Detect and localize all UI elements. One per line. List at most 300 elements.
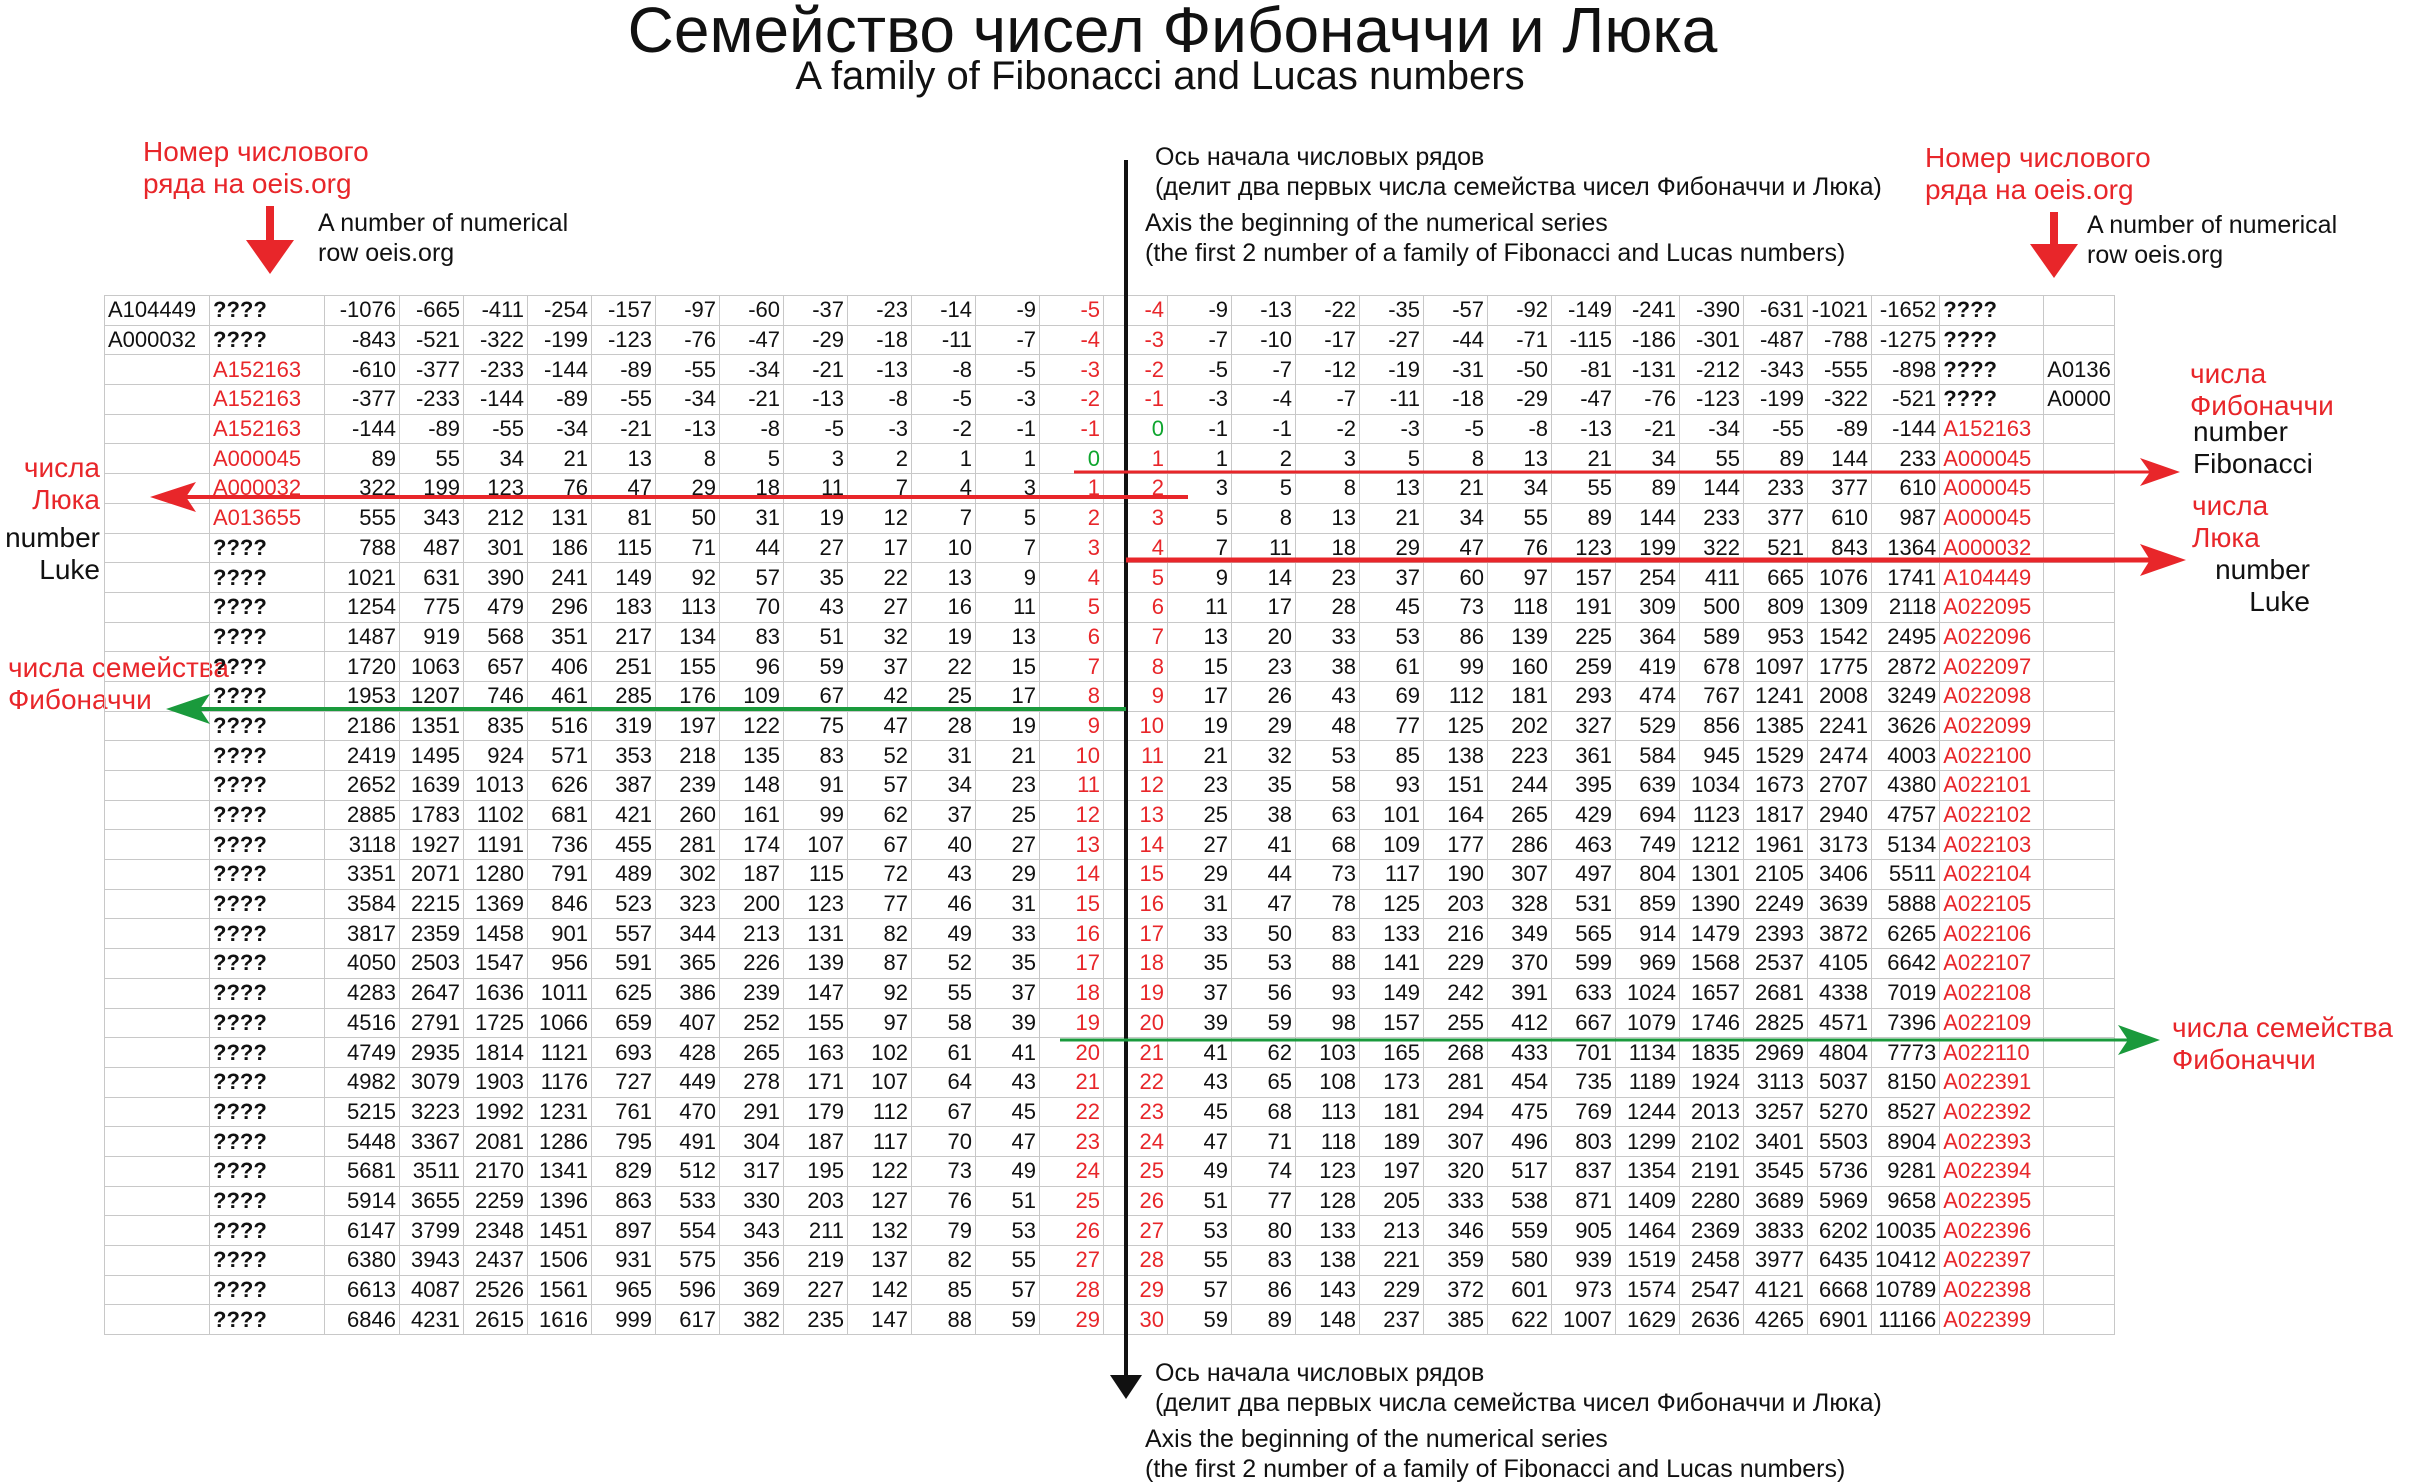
value-cell: 351 xyxy=(528,622,592,652)
value-cell: 11166 xyxy=(1872,1305,1940,1335)
value-cell: 9 xyxy=(1104,681,1168,711)
value-cell: -411 xyxy=(464,296,528,326)
value-cell: 1 xyxy=(1168,444,1232,474)
row-oeis-id: ???? xyxy=(210,325,325,355)
value-cell: 237 xyxy=(1360,1305,1424,1335)
row-right-oeis-id: A022105 xyxy=(1940,889,2044,919)
value-cell: 999 xyxy=(592,1305,656,1335)
value-cell: -34 xyxy=(1680,414,1744,444)
value-cell: 322 xyxy=(325,474,400,504)
row-oeis-id: ???? xyxy=(210,1127,325,1157)
value-cell: 1369 xyxy=(464,889,528,919)
value-cell: 60 xyxy=(1424,563,1488,593)
value-cell: 5270 xyxy=(1808,1097,1872,1127)
value-cell: 659 xyxy=(592,1008,656,1038)
value-cell: -5 xyxy=(1424,414,1488,444)
value-cell: 118 xyxy=(1296,1127,1360,1157)
value-cell: -788 xyxy=(1808,325,1872,355)
value-cell: 160 xyxy=(1488,652,1552,682)
value-cell: -55 xyxy=(592,385,656,415)
value-cell: 47 xyxy=(1168,1127,1232,1157)
value-cell: 11 xyxy=(976,592,1040,622)
value-cell: 62 xyxy=(1232,1038,1296,1068)
value-cell: 29 xyxy=(1360,533,1424,563)
value-cell: -8 xyxy=(720,414,784,444)
row-extra-id xyxy=(2044,1127,2115,1157)
row-left-id xyxy=(105,741,210,771)
value-cell: 639 xyxy=(1616,771,1680,801)
value-cell: -97 xyxy=(656,296,720,326)
row-right-oeis-id: A022103 xyxy=(1940,830,2044,860)
value-cell: 26 xyxy=(1040,1216,1104,1246)
row-left-id xyxy=(105,622,210,652)
value-cell: 6202 xyxy=(1808,1216,1872,1246)
lucas-right-arrowhead-icon xyxy=(2140,544,2186,576)
value-cell: 202 xyxy=(1488,711,1552,741)
value-cell: 2 xyxy=(848,444,912,474)
value-cell: -5 xyxy=(784,414,848,444)
row-left-id xyxy=(105,355,210,385)
value-cell: 15 xyxy=(1168,652,1232,682)
value-cell: 15 xyxy=(976,652,1040,682)
value-cell: 5 xyxy=(1040,592,1104,622)
table-row xyxy=(105,771,2115,801)
value-cell: 1924 xyxy=(1680,1067,1744,1097)
value-cell: -47 xyxy=(720,325,784,355)
value-cell: 9 xyxy=(976,563,1040,593)
row-left-id xyxy=(105,563,210,593)
value-cell: 134 xyxy=(656,622,720,652)
value-cell: 307 xyxy=(1424,1127,1488,1157)
value-cell: 2348 xyxy=(464,1216,528,1246)
value-cell: 1364 xyxy=(1872,533,1940,563)
value-cell: 29 xyxy=(656,474,720,504)
row-right-oeis-id: A000032 xyxy=(1940,533,2044,563)
value-cell: 211 xyxy=(784,1216,848,1246)
value-cell: 1775 xyxy=(1808,652,1872,682)
value-cell: 3223 xyxy=(400,1097,464,1127)
value-cell: 52 xyxy=(912,949,976,979)
value-cell: 835 xyxy=(464,711,528,741)
value-cell: 2 xyxy=(1104,474,1168,504)
value-cell: 727 xyxy=(592,1067,656,1097)
value-cell: 412 xyxy=(1488,1008,1552,1038)
row-left-id xyxy=(105,503,210,533)
table-row xyxy=(105,592,2115,622)
value-cell: -7 xyxy=(1168,325,1232,355)
row-oeis-id: ???? xyxy=(210,1216,325,1246)
table-row xyxy=(105,296,2115,326)
value-cell: 12 xyxy=(1104,771,1168,801)
table-row xyxy=(105,652,2115,682)
value-cell: -7 xyxy=(1296,385,1360,415)
value-cell: -76 xyxy=(656,325,720,355)
row-left-id xyxy=(105,414,210,444)
value-cell: 4516 xyxy=(325,1008,400,1038)
value-cell: 138 xyxy=(1424,741,1488,771)
value-cell: 235 xyxy=(784,1305,848,1335)
table-row xyxy=(105,681,2115,711)
value-cell: 35 xyxy=(784,563,848,593)
value-cell: -34 xyxy=(656,385,720,415)
value-cell: -149 xyxy=(1552,296,1616,326)
value-cell: -233 xyxy=(464,355,528,385)
value-cell: 625 xyxy=(592,978,656,1008)
value-cell: 89 xyxy=(1552,503,1616,533)
table-row xyxy=(105,1305,2115,1335)
axis-label-bottom: Ось начала числовых рядов (делит два первых числа семейства чисел Фибоначчи и Люка) Axis the beginning of the numerical series (the first 2 number of a family of Fibonacci and Lucas numbers) xyxy=(1145,1359,1882,1483)
table-row xyxy=(105,830,2115,860)
value-cell: 769 xyxy=(1552,1097,1616,1127)
value-cell: -322 xyxy=(1808,385,1872,415)
value-cell: 973 xyxy=(1552,1275,1616,1305)
value-cell: 233 xyxy=(1744,474,1808,504)
value-cell: 52 xyxy=(848,741,912,771)
value-cell: 2102 xyxy=(1680,1127,1744,1157)
value-cell: 320 xyxy=(1424,1156,1488,1186)
value-cell: 23 xyxy=(976,771,1040,801)
value-cell: 463 xyxy=(1552,830,1616,860)
value-cell: 49 xyxy=(912,919,976,949)
value-cell: 254 xyxy=(1616,563,1680,593)
value-cell: 21 xyxy=(976,741,1040,771)
row-left-id xyxy=(105,1097,210,1127)
value-cell: 55 xyxy=(1552,474,1616,504)
value-cell: 1547 xyxy=(464,949,528,979)
value-cell: 8 xyxy=(1296,474,1360,504)
value-cell: 2537 xyxy=(1744,949,1808,979)
page-subtitle: A family of Fibonacci and Lucas numbers xyxy=(795,54,1525,98)
value-cell: 8 xyxy=(1104,652,1168,682)
row-right-oeis-id: A022106 xyxy=(1940,919,2044,949)
row-right-oeis-id: A000045 xyxy=(1940,474,2044,504)
value-cell: 57 xyxy=(976,1275,1040,1305)
row-extra-id xyxy=(2044,503,2115,533)
row-right-oeis-id: A022099 xyxy=(1940,711,2044,741)
value-cell: -13 xyxy=(1552,414,1616,444)
value-cell: 58 xyxy=(912,1008,976,1038)
value-cell: 42 xyxy=(848,681,912,711)
value-cell: 197 xyxy=(1360,1156,1424,1186)
row-oeis-id: ???? xyxy=(210,919,325,949)
value-cell: 89 xyxy=(1232,1305,1296,1335)
value-cell: 1301 xyxy=(1680,860,1744,890)
value-cell: 1231 xyxy=(528,1097,592,1127)
value-cell: 565 xyxy=(1552,919,1616,949)
value-cell: 343 xyxy=(400,503,464,533)
value-cell: 286 xyxy=(1488,830,1552,860)
value-cell: 71 xyxy=(1232,1127,1296,1157)
value-cell: 1254 xyxy=(325,592,400,622)
value-cell: 239 xyxy=(720,978,784,1008)
value-cell: 470 xyxy=(656,1097,720,1127)
value-cell: 2 xyxy=(1040,503,1104,533)
value-cell: 27 xyxy=(848,592,912,622)
right-lucas-label-en: number Luke xyxy=(2215,554,2310,617)
value-cell: 1616 xyxy=(528,1305,592,1335)
value-cell: 489 xyxy=(592,860,656,890)
value-cell: 19 xyxy=(1104,978,1168,1008)
value-cell: 53 xyxy=(976,1216,1040,1246)
value-cell: -21 xyxy=(784,355,848,385)
value-cell: 837 xyxy=(1552,1156,1616,1186)
value-cell: 7 xyxy=(1104,622,1168,652)
value-cell: -17 xyxy=(1296,325,1360,355)
value-cell: -115 xyxy=(1552,325,1616,355)
value-cell: 135 xyxy=(720,741,784,771)
value-cell: -665 xyxy=(400,296,464,326)
row-extra-id xyxy=(2044,1008,2115,1038)
value-cell: 74 xyxy=(1232,1156,1296,1186)
value-cell: 307 xyxy=(1488,860,1552,890)
oeis-right-down-arrow-icon xyxy=(2030,212,2078,278)
value-cell: 429 xyxy=(1552,800,1616,830)
value-cell: 533 xyxy=(656,1186,720,1216)
row-oeis-id: ???? xyxy=(210,1008,325,1038)
value-cell: 28 xyxy=(1040,1275,1104,1305)
value-cell: 3655 xyxy=(400,1186,464,1216)
value-cell: 62 xyxy=(848,800,912,830)
value-cell: 1927 xyxy=(400,830,464,860)
row-left-id xyxy=(105,1067,210,1097)
value-cell: 10 xyxy=(1104,711,1168,741)
value-cell: 1639 xyxy=(400,771,464,801)
value-cell: 491 xyxy=(656,1127,720,1157)
value-cell: 10789 xyxy=(1872,1275,1940,1305)
value-cell: -21 xyxy=(592,414,656,444)
value-cell: 53 xyxy=(1360,622,1424,652)
value-cell: 1097 xyxy=(1744,652,1808,682)
value-cell: 26 xyxy=(1104,1186,1168,1216)
value-cell: 1299 xyxy=(1616,1127,1680,1157)
value-cell: 20 xyxy=(1104,1008,1168,1038)
row-extra-id xyxy=(2044,771,2115,801)
value-cell: 76 xyxy=(1488,533,1552,563)
value-cell: 13 xyxy=(976,622,1040,652)
value-cell: 93 xyxy=(1360,771,1424,801)
value-cell: 14 xyxy=(1040,860,1104,890)
value-cell: 92 xyxy=(848,978,912,1008)
value-cell: 53 xyxy=(1232,949,1296,979)
value-cell: 2940 xyxy=(1808,800,1872,830)
value-cell: 1519 xyxy=(1616,1246,1680,1276)
value-cell: 1241 xyxy=(1744,681,1808,711)
value-cell: 2191 xyxy=(1680,1156,1744,1186)
row-oeis-id: ???? xyxy=(210,1067,325,1097)
value-cell: 225 xyxy=(1552,622,1616,652)
value-cell: 89 xyxy=(325,444,400,474)
value-cell: -18 xyxy=(848,325,912,355)
value-cell: 89 xyxy=(1744,444,1808,474)
right-fib-family-label: числа семейства Фибоначчи xyxy=(2172,1012,2393,1075)
row-oeis-id: ???? xyxy=(210,978,325,1008)
value-cell: 667 xyxy=(1552,1008,1616,1038)
row-left-id xyxy=(105,711,210,741)
value-cell: -12 xyxy=(1296,355,1360,385)
value-cell: 123 xyxy=(464,474,528,504)
value-cell: 195 xyxy=(784,1156,848,1186)
value-cell: 0 xyxy=(1040,444,1104,474)
table-row xyxy=(105,1127,2115,1157)
value-cell: 589 xyxy=(1680,622,1744,652)
value-cell: 809 xyxy=(1744,592,1808,622)
value-cell: 775 xyxy=(400,592,464,622)
row-oeis-id: ???? xyxy=(210,592,325,622)
value-cell: 596 xyxy=(656,1275,720,1305)
value-cell: 223 xyxy=(1488,741,1552,771)
value-cell: 281 xyxy=(1424,1067,1488,1097)
value-cell: 49 xyxy=(976,1156,1040,1186)
value-cell: 53 xyxy=(1296,741,1360,771)
value-cell: 580 xyxy=(1488,1246,1552,1276)
value-cell: 18 xyxy=(1104,949,1168,979)
value-cell: 37 xyxy=(976,978,1040,1008)
value-cell: 2791 xyxy=(400,1008,464,1038)
value-cell: -5 xyxy=(976,355,1040,385)
value-cell: 7 xyxy=(1168,533,1232,563)
value-cell: 87 xyxy=(848,949,912,979)
value-cell: 109 xyxy=(720,681,784,711)
value-cell: 517 xyxy=(1488,1156,1552,1186)
value-cell: 92 xyxy=(656,563,720,593)
value-cell: 17 xyxy=(848,533,912,563)
value-cell: -5 xyxy=(912,385,976,415)
value-cell: 16 xyxy=(1104,889,1168,919)
value-cell: -57 xyxy=(1424,296,1488,326)
oeis-label-left-en: A number of numerical row oeis.org xyxy=(318,209,569,267)
value-cell: -35 xyxy=(1360,296,1424,326)
row-right-oeis-id: A022109 xyxy=(1940,1008,2044,1038)
value-cell: 117 xyxy=(848,1127,912,1157)
value-cell: -21 xyxy=(720,385,784,415)
value-cell: 181 xyxy=(1360,1097,1424,1127)
value-cell: 27 xyxy=(976,830,1040,860)
value-cell: 98 xyxy=(1296,1008,1360,1038)
value-cell: 73 xyxy=(912,1156,976,1186)
value-cell: 8527 xyxy=(1872,1097,1940,1127)
value-cell: 61 xyxy=(1360,652,1424,682)
value-cell: 19 xyxy=(976,711,1040,741)
value-cell: 5503 xyxy=(1808,1127,1872,1157)
table-row xyxy=(105,533,2115,563)
row-left-id xyxy=(105,681,210,711)
value-cell: 155 xyxy=(656,652,720,682)
value-cell: 83 xyxy=(784,741,848,771)
value-cell: 43 xyxy=(976,1067,1040,1097)
value-cell: 161 xyxy=(720,800,784,830)
value-cell: 924 xyxy=(464,741,528,771)
value-cell: 496 xyxy=(1488,1127,1552,1157)
row-oeis-id: A152163 xyxy=(210,414,325,444)
value-cell: 37 xyxy=(1360,563,1424,593)
value-cell: -144 xyxy=(464,385,528,415)
value-cell: 317 xyxy=(720,1156,784,1186)
value-cell: 1992 xyxy=(464,1097,528,1127)
row-right-oeis-id: A022100 xyxy=(1940,741,2044,771)
value-cell: 1561 xyxy=(528,1275,592,1305)
value-cell: 294 xyxy=(1424,1097,1488,1127)
value-cell: 32 xyxy=(848,622,912,652)
value-cell: 788 xyxy=(325,533,400,563)
value-cell: 85 xyxy=(912,1275,976,1305)
value-cell: 7773 xyxy=(1872,1038,1940,1068)
value-cell: 3 xyxy=(1104,503,1168,533)
row-extra-id xyxy=(2044,474,2115,504)
value-cell: 35 xyxy=(1232,771,1296,801)
value-cell: 1458 xyxy=(464,919,528,949)
table-row xyxy=(105,1156,2115,1186)
value-cell: 118 xyxy=(1488,592,1552,622)
value-cell: 99 xyxy=(784,800,848,830)
value-cell: -23 xyxy=(848,296,912,326)
value-cell: 665 xyxy=(1744,563,1808,593)
row-extra-id xyxy=(2044,533,2115,563)
value-cell: 3799 xyxy=(400,1216,464,1246)
row-right-oeis-id: A000045 xyxy=(1940,503,2044,533)
value-cell: 591 xyxy=(592,949,656,979)
value-cell: 1013 xyxy=(464,771,528,801)
row-extra-id xyxy=(2044,1275,2115,1305)
value-cell: 15 xyxy=(1040,889,1104,919)
value-cell: 871 xyxy=(1552,1186,1616,1216)
row-extra-id xyxy=(2044,296,2115,326)
value-cell: 361 xyxy=(1552,741,1616,771)
value-cell: 39 xyxy=(976,1008,1040,1038)
row-extra-id xyxy=(2044,652,2115,682)
value-cell: 13 xyxy=(1104,800,1168,830)
row-extra-id xyxy=(2044,444,2115,474)
value-cell: 987 xyxy=(1872,503,1940,533)
value-cell: 34 xyxy=(1616,444,1680,474)
table-row xyxy=(105,622,2115,652)
value-cell: 599 xyxy=(1552,949,1616,979)
value-cell: 3833 xyxy=(1744,1216,1808,1246)
value-cell: 17 xyxy=(1104,919,1168,949)
value-cell: 29 xyxy=(1232,711,1296,741)
value-cell: -27 xyxy=(1360,325,1424,355)
value-cell: 5681 xyxy=(325,1156,400,1186)
table-row xyxy=(105,949,2115,979)
value-cell: 189 xyxy=(1360,1127,1424,1157)
value-cell: 103 xyxy=(1296,1038,1360,1068)
value-cell: 512 xyxy=(656,1156,720,1186)
value-cell: 11 xyxy=(1104,741,1168,771)
value-cell: 25 xyxy=(1104,1156,1168,1186)
value-cell: 1574 xyxy=(1616,1275,1680,1305)
value-cell: -29 xyxy=(784,325,848,355)
value-cell: 293 xyxy=(1552,681,1616,711)
value-cell: 296 xyxy=(528,592,592,622)
value-cell: 5511 xyxy=(1872,860,1940,890)
value-cell: 144 xyxy=(1680,474,1744,504)
value-cell: 55 xyxy=(400,444,464,474)
value-cell: 45 xyxy=(1360,592,1424,622)
value-cell: 1409 xyxy=(1616,1186,1680,1216)
value-cell: 1121 xyxy=(528,1038,592,1068)
value-cell: 21 xyxy=(1424,474,1488,504)
value-cell: 1390 xyxy=(1680,889,1744,919)
value-cell: 1506 xyxy=(528,1246,592,1276)
value-cell: 2369 xyxy=(1680,1216,1744,1246)
value-cell: 45 xyxy=(976,1097,1040,1127)
value-cell: 139 xyxy=(1488,622,1552,652)
value-cell: 67 xyxy=(912,1097,976,1127)
value-cell: 28 xyxy=(1104,1246,1168,1276)
value-cell: 1244 xyxy=(1616,1097,1680,1127)
value-cell: 1542 xyxy=(1808,622,1872,652)
row-extra-id xyxy=(2044,563,2115,593)
value-cell: 2935 xyxy=(400,1038,464,1068)
